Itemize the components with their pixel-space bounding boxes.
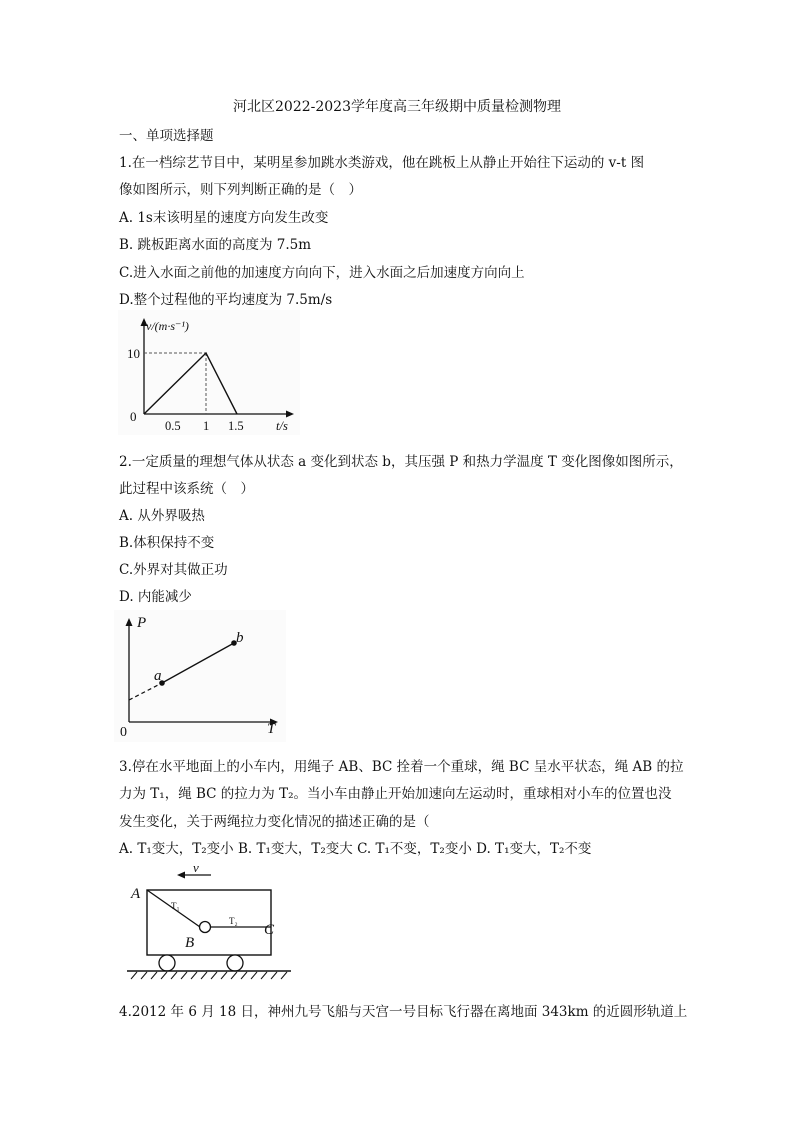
y-tick-10: 10 (127, 346, 140, 361)
q2-option-b: B.体积保持不变 (119, 535, 215, 551)
origin-label: 0 (130, 409, 137, 424)
q2-option-c: C.外界对其做正功 (119, 562, 228, 578)
point-a-label: A (131, 886, 141, 902)
q3-options: A. T₁变大，T₂变小 B. T₁变大，T₂变大 C. T₁不变，T₂变小 D. T₁变大，T₂不变 (119, 841, 592, 857)
p-axis-label: P (137, 615, 147, 631)
q1-option-d: D.整个过程他的平均速度为 7.5m/s (119, 292, 333, 308)
velocity-label: v (193, 860, 199, 875)
q3-stem-line2: 力为 T₁，绳 BC 的拉力为 T₂。当小车由静止开始加速向左运动时，重球相对小车的位置也没 (119, 786, 672, 802)
q1-option-a: A. 1s末该明星的速度方向发生改变 (119, 210, 329, 226)
q2-option-a: A. 从外界吸热 (119, 508, 205, 524)
origin-label: 0 (120, 725, 127, 740)
velocity-arrow-head (177, 872, 185, 879)
q3-stem-line3: 发生变化，关于两绳拉力变化情况的描述正确的是（ (119, 814, 430, 830)
tension-t2-label: T₂ (229, 916, 238, 926)
q2-pt-graph (114, 610, 286, 742)
point-c-label: C (264, 922, 275, 938)
t-axis-label: T (267, 721, 276, 737)
x-tick-0-5: 0.5 (165, 419, 181, 433)
q2-stem-line2: 此过程中该系统（ ） (119, 481, 254, 497)
x-axis-label: t/s (276, 419, 288, 433)
q1-stem-line1: 1.在一档综艺节目中，某明星参加跳水类游戏，他在跳板上从静止开始往下运动的 v-t 图 (119, 155, 645, 171)
q3-cart-diagram (123, 858, 293, 983)
ground-hatching (131, 972, 287, 979)
section-heading: 一、单项选择题 (119, 128, 214, 144)
state-a-label: a (154, 668, 162, 684)
q3-stem-line1: 3.停在水平地面上的小车内，用绳子 AB、BC 拴着一个重球，绳 BC 呈水平状态，绳 AB 的拉 (119, 759, 684, 775)
q4-stem-line1: 4.2012 年 6 月 18 日，神州九号飞船与天宫一号目标飞行器在离地面 343km 的近圆形轨道上 (119, 1004, 688, 1020)
q2-stem-line1: 2.一定质量的理想气体从状态 a 变化到状态 b，其压强 P 和热力学温度 T 变化图像如图所示， (119, 454, 683, 470)
tension-t1-label: T₁ (171, 901, 180, 911)
heavy-ball (200, 922, 211, 933)
x-tick-1-5: 1.5 (228, 419, 244, 433)
state-b-label: b (236, 630, 244, 646)
q1-vt-graph (118, 310, 300, 435)
q1-option-b: B. 跳板距离水面的高度为 7.5m (119, 237, 312, 253)
page-title: 河北区2022-2023学年度高三年级期中质量检测物理 (233, 99, 561, 115)
q1-option-c: C.进入水面之前他的加速度方向向下，进入水面之后加速度方向向上 (119, 265, 525, 281)
cart-wheel-left (159, 955, 175, 971)
x-tick-1: 1 (203, 419, 210, 433)
q1-stem-line2: 像如图所示，则下列判断正确的是（ ） (119, 182, 362, 198)
y-axis-label: v/(m·s⁻¹) (146, 319, 189, 333)
point-b-label: B (185, 935, 195, 951)
cart-wheel-right (227, 955, 243, 971)
q2-option-d: D. 内能减少 (119, 589, 192, 605)
